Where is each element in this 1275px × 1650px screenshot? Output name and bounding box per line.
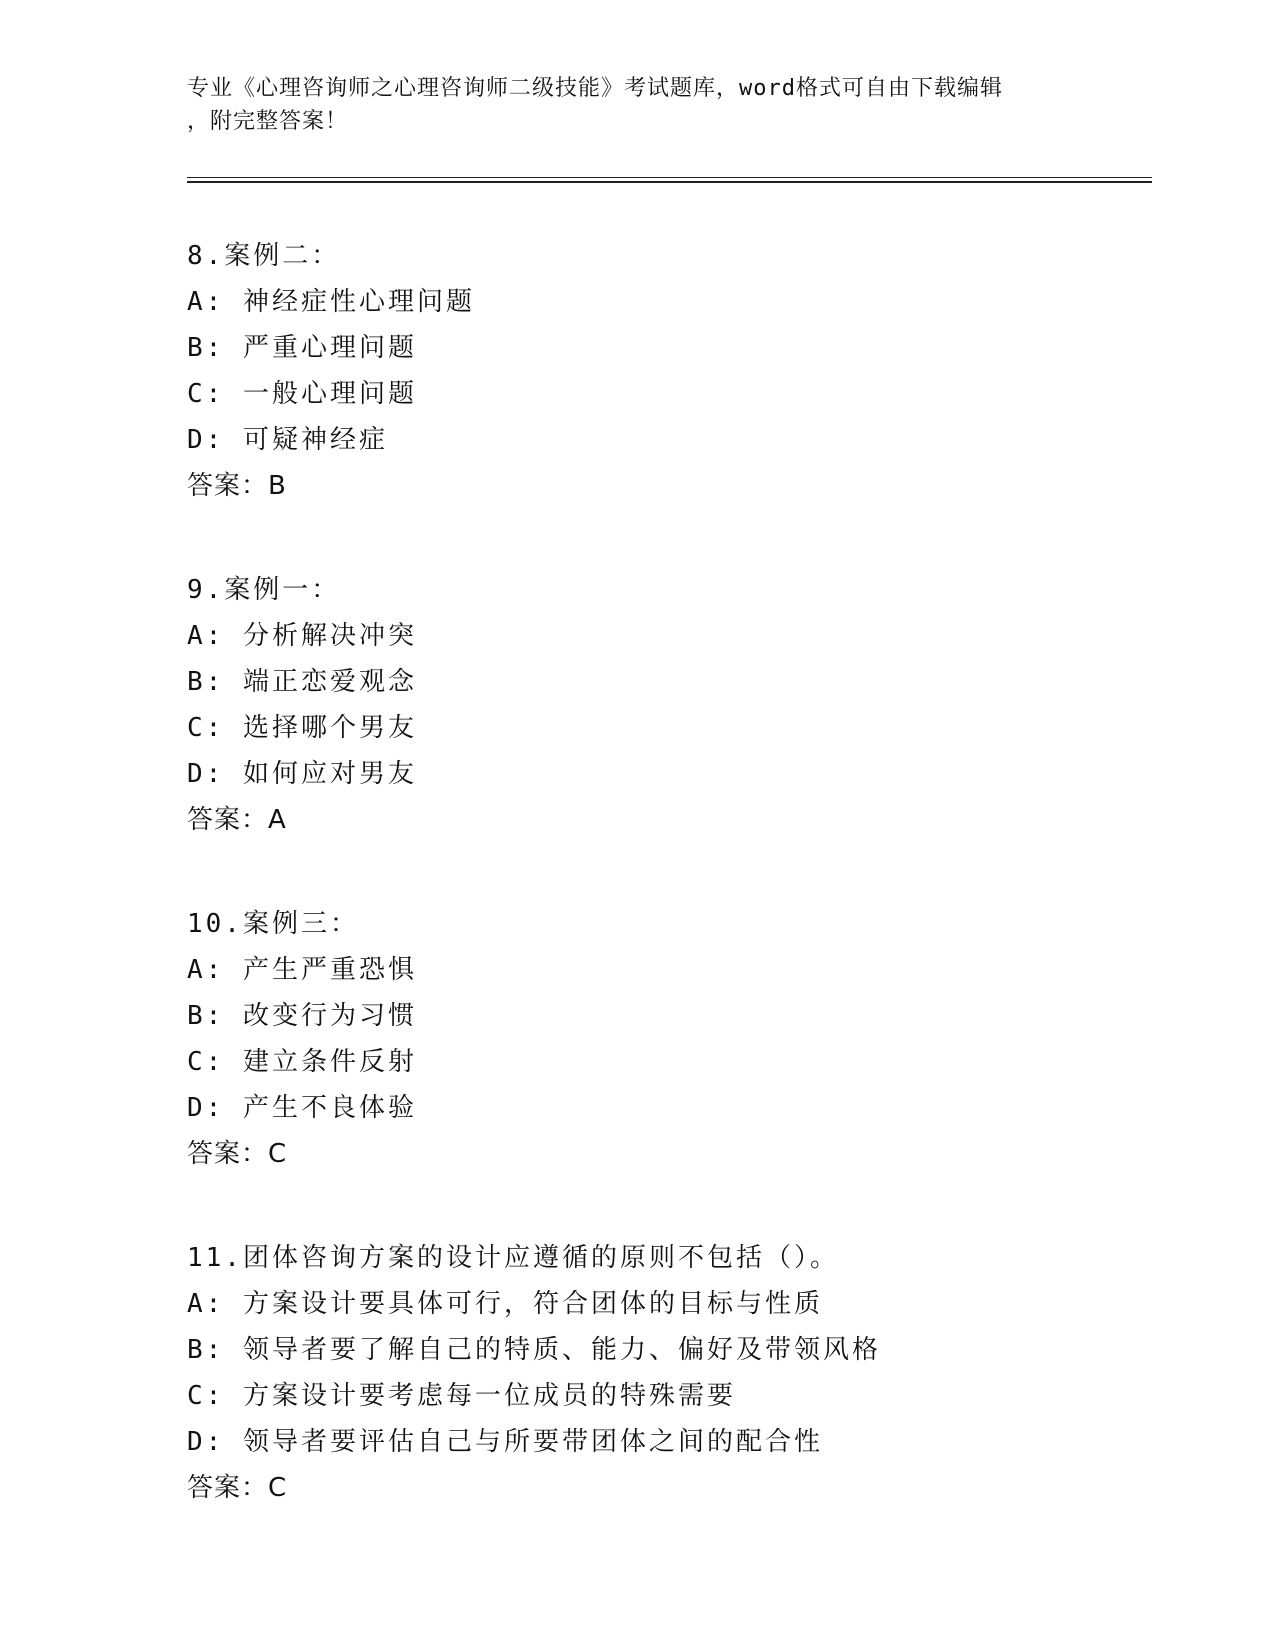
header-divider-thick xyxy=(187,181,1152,183)
option-c: C: 一般心理问题 xyxy=(187,379,417,409)
option-b: B: 改变行为习惯 xyxy=(187,1001,417,1031)
question-10 xyxy=(187,901,1147,1177)
question-stem: 11.团体咨询方案的设计应遵循的原则不包括（）。 xyxy=(187,1243,839,1273)
option-d: D: 可疑神经症 xyxy=(187,425,388,455)
question-stem: 10.案例三： xyxy=(187,909,359,939)
option-d: D: 如何应对男友 xyxy=(187,759,417,789)
document-header xyxy=(187,72,1067,138)
option-a: A: 产生严重恐惧 xyxy=(187,955,417,985)
option-c: C: 选择哪个男友 xyxy=(187,713,417,743)
question-11 xyxy=(187,1235,1147,1511)
question-9 xyxy=(187,567,1147,843)
answer: 答案：B xyxy=(187,471,287,501)
answer: 答案：C xyxy=(187,1473,288,1503)
option-b: B: 严重心理问题 xyxy=(187,333,417,363)
header-line-1: 专业《心理咨询师之心理咨询师二级技能》考试题库，word格式可自由下载编辑 xyxy=(187,76,1003,101)
answer: 答案：A xyxy=(187,805,287,835)
option-a: A: 方案设计要具体可行，符合团体的目标与性质 xyxy=(187,1289,823,1319)
answer: 答案：C xyxy=(187,1139,288,1169)
header-line-2: ，附完整答案！ xyxy=(187,109,349,134)
question-list xyxy=(187,233,1147,1569)
question-stem: 8.案例二： xyxy=(187,241,341,271)
option-a: A: 神经症性心理问题 xyxy=(187,287,475,317)
option-b: B: 端正恋爱观念 xyxy=(187,667,417,697)
option-d: D: 产生不良体验 xyxy=(187,1093,417,1123)
option-c: C: 建立条件反射 xyxy=(187,1047,417,1077)
option-b: B: 领导者要了解自己的特质、能力、偏好及带领风格 xyxy=(187,1335,881,1365)
option-c: C: 方案设计要考虑每一位成员的特殊需要 xyxy=(187,1381,736,1411)
option-a: A: 分析解决冲突 xyxy=(187,621,417,651)
question-8 xyxy=(187,233,1147,509)
question-stem: 9.案例一： xyxy=(187,575,341,605)
option-d: D: 领导者要评估自己与所要带团体之间的配合性 xyxy=(187,1427,823,1457)
header-divider-thin xyxy=(187,177,1152,178)
